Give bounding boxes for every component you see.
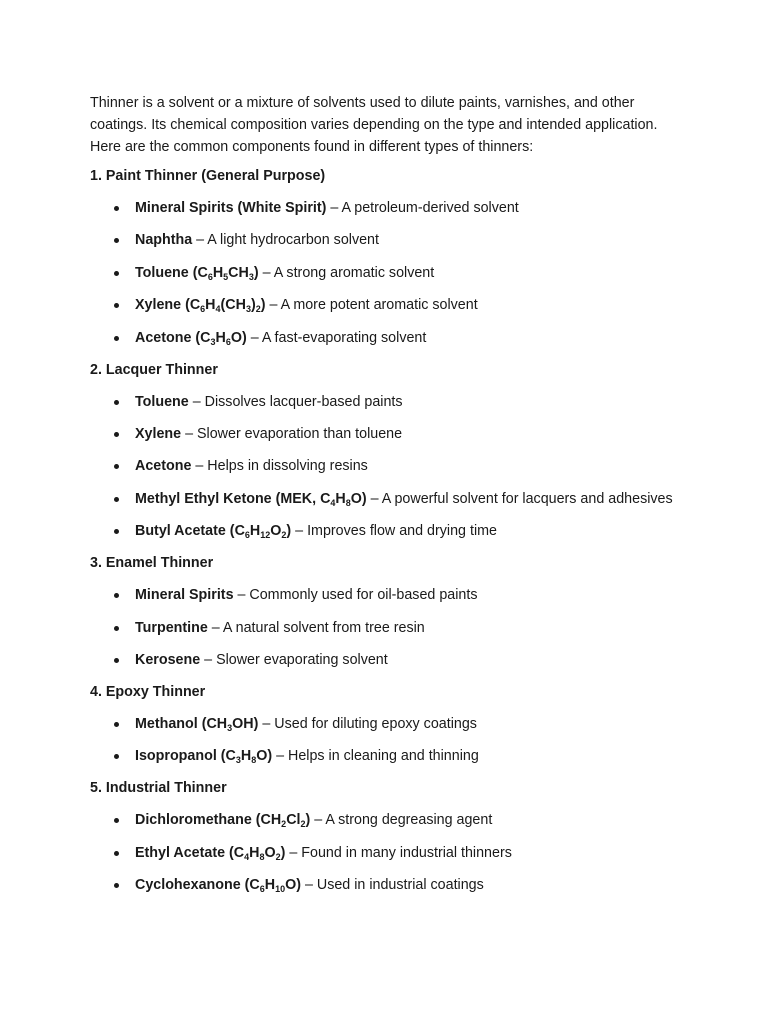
- list-item: [90, 392, 690, 412]
- subscript: 2: [281, 819, 287, 830]
- term-text: O): [350, 490, 367, 507]
- list-item: [90, 489, 690, 509]
- subscript: 2: [281, 530, 287, 541]
- section-list: [90, 810, 690, 895]
- term-text: Xylene (C: [135, 297, 201, 314]
- section-list: [90, 392, 690, 542]
- item-term: [135, 330, 247, 346]
- section-heading: 3. Enamel Thinner: [90, 555, 214, 572]
- term-text: ): [305, 812, 311, 829]
- subscript: 6: [259, 884, 265, 895]
- section-list: [90, 585, 690, 670]
- item-description: – Used for diluting epoxy coatings: [258, 715, 477, 732]
- subscript: 2: [300, 819, 306, 830]
- item-term: [135, 458, 191, 474]
- subscript: 4: [244, 851, 250, 862]
- term-text: O: [270, 523, 282, 540]
- term-text: O): [285, 877, 301, 894]
- item-description: – A strong degreasing agent: [310, 812, 493, 829]
- subscript: 6: [200, 304, 206, 315]
- item-description: – Slower evaporation than toluene: [181, 425, 403, 442]
- item-description: – Commonly used for oil-based paints: [233, 587, 478, 604]
- subscript: 10: [275, 884, 286, 895]
- subscript: 4: [215, 304, 221, 315]
- term-text: Dichloromethane (CH: [135, 812, 282, 829]
- list-item: [90, 585, 690, 605]
- subscript: 8: [259, 851, 265, 862]
- term-text: Methanol (CH: [135, 715, 228, 732]
- term-text: Isopropanol (C: [135, 748, 236, 765]
- item-description: – A fast-evaporating solvent: [246, 329, 427, 346]
- item-description: – Helps in dissolving resins: [191, 458, 368, 475]
- item-term: [135, 812, 310, 828]
- subscript: 5: [223, 271, 229, 282]
- subscript: 8: [251, 755, 257, 766]
- item-term: [135, 523, 291, 539]
- item-term: [135, 845, 285, 861]
- item-description: – A more potent aromatic solvent: [265, 297, 478, 314]
- bullet-icon: [114, 658, 119, 663]
- section-heading: 1. Paint Thinner (General Purpose): [90, 168, 326, 184]
- bullet-icon: [114, 432, 119, 437]
- bullet-icon: [114, 464, 119, 469]
- term-text: O): [230, 329, 247, 346]
- term-text: O): [256, 748, 273, 765]
- list-item: [90, 521, 690, 541]
- term-text: O: [264, 844, 276, 861]
- term-text: H: [240, 748, 252, 765]
- bullet-icon: [114, 238, 119, 243]
- term-text: H: [249, 844, 260, 861]
- item-term: [135, 232, 192, 248]
- term-text: ): [250, 297, 256, 314]
- section-heading: 4. Epoxy Thinner: [90, 683, 206, 700]
- item-description: – Used in industrial coatings: [300, 877, 484, 894]
- item-term: [135, 620, 208, 636]
- list-item: [90, 714, 690, 734]
- term-text: H: [212, 264, 224, 281]
- subscript: 3: [235, 755, 241, 766]
- bullet-icon: [114, 271, 119, 276]
- list-item: [90, 198, 690, 218]
- item-term: [135, 491, 367, 507]
- list-item: [90, 618, 690, 638]
- item-description: – Slower evaporating solvent: [200, 651, 388, 668]
- item-term: [135, 265, 259, 281]
- term-text: Naphtha: [135, 232, 193, 249]
- term-text: Acetone (C: [135, 329, 211, 346]
- subscript: 3: [210, 336, 216, 347]
- term-text: (CH: [220, 297, 246, 314]
- list-item: [90, 746, 690, 766]
- bullet-icon: [114, 626, 119, 631]
- term-text: ): [253, 264, 259, 281]
- item-description: – Improves flow and drying time: [291, 523, 497, 540]
- item-term: [135, 877, 301, 893]
- subscript: 8: [345, 497, 351, 508]
- bullet-icon: [114, 497, 119, 502]
- intro-paragraph: Thinner is a solvent or a mixture of solvents used to dilute paints, varnishes, and other coatings. Its chemical composition varies depending on the type and intended application. Here are the common components found in different types of thinners:: [90, 95, 658, 155]
- subscript: 2: [275, 851, 281, 862]
- section-list: [90, 198, 690, 348]
- term-text: ): [260, 297, 266, 314]
- list-item: [90, 263, 690, 283]
- item-description: – Helps in cleaning and thinning: [272, 748, 479, 765]
- list-item: [90, 424, 690, 444]
- section-heading: 5. Industrial Thinner: [90, 780, 227, 797]
- item-description: – A petroleum-derived solvent: [326, 200, 519, 216]
- term-text: Butyl Acetate (C: [135, 523, 245, 540]
- subscript: 6: [225, 336, 231, 347]
- bullet-icon: [114, 400, 119, 405]
- term-text: OH): [232, 715, 259, 732]
- bullet-icon: [114, 754, 119, 759]
- subscript: 4: [330, 497, 336, 508]
- bullet-icon: [114, 206, 119, 211]
- document-body: [90, 92, 690, 907]
- item-description: – A strong aromatic solvent: [258, 264, 435, 281]
- term-text: CH: [228, 264, 249, 281]
- bullet-icon: [114, 529, 119, 534]
- term-text: Ethyl Acetate (C: [135, 844, 245, 861]
- list-item: [90, 295, 690, 315]
- term-text: Cyclohexanone (C: [135, 877, 260, 894]
- bullet-icon: [114, 593, 119, 598]
- item-description: – Dissolves lacquer-based paints: [188, 393, 403, 410]
- term-text: Kerosene: [135, 651, 201, 668]
- term-text: Toluene: [135, 393, 189, 410]
- term-text: H: [249, 523, 261, 540]
- list-item: [90, 456, 690, 476]
- subscript: 2: [255, 304, 261, 315]
- item-term: [135, 748, 272, 764]
- item-description: – A natural solvent from tree resin: [207, 619, 425, 636]
- term-text: ): [280, 844, 286, 861]
- subscript: 3: [248, 271, 254, 282]
- term-text: H: [335, 490, 346, 507]
- section-heading: 2. Lacquer Thinner: [90, 361, 218, 378]
- list-item: [90, 810, 690, 830]
- item-description: – A powerful solvent for lacquers and adhesives: [366, 490, 673, 507]
- term-text: Toluene (C: [135, 264, 208, 281]
- term-text: H: [264, 877, 276, 894]
- term-text: Mineral Spirits: [135, 587, 234, 604]
- item-description: – A light hydrocarbon solvent: [192, 232, 379, 249]
- subscript: 6: [207, 271, 213, 282]
- subscript: 3: [245, 304, 251, 315]
- item-description: – Found in many industrial thinners: [285, 844, 512, 861]
- list-item: [90, 650, 690, 670]
- list-item: [90, 843, 690, 863]
- term-text: Mineral Spirits (White Spirit): [135, 200, 327, 216]
- subscript: 12: [260, 530, 271, 541]
- bullet-icon: [114, 336, 119, 341]
- list-item: [90, 875, 690, 895]
- bullet-icon: [114, 851, 119, 856]
- term-text: Cl: [286, 812, 301, 829]
- term-text: H: [215, 329, 226, 346]
- list-item: [90, 328, 690, 348]
- item-term: [135, 652, 200, 668]
- item-term: [135, 297, 266, 313]
- subscript: 3: [227, 722, 233, 733]
- bullet-icon: [114, 303, 119, 308]
- list-item: [90, 230, 690, 250]
- item-term: [135, 394, 189, 410]
- subscript: 6: [244, 530, 250, 541]
- item-term: [135, 716, 258, 732]
- term-text: H: [205, 297, 216, 314]
- term-text: ): [286, 523, 292, 540]
- bullet-icon: [114, 818, 119, 823]
- item-term: [135, 200, 326, 216]
- bullet-icon: [114, 883, 119, 888]
- term-text: Xylene: [135, 425, 182, 442]
- bullet-icon: [114, 722, 119, 727]
- section-list: [90, 714, 690, 766]
- item-term: [135, 587, 234, 603]
- item-term: [135, 426, 181, 442]
- term-text: Turpentine: [135, 619, 208, 636]
- term-text: Acetone: [135, 458, 192, 475]
- term-text: Methyl Ethyl Ketone (MEK, C: [135, 490, 331, 507]
